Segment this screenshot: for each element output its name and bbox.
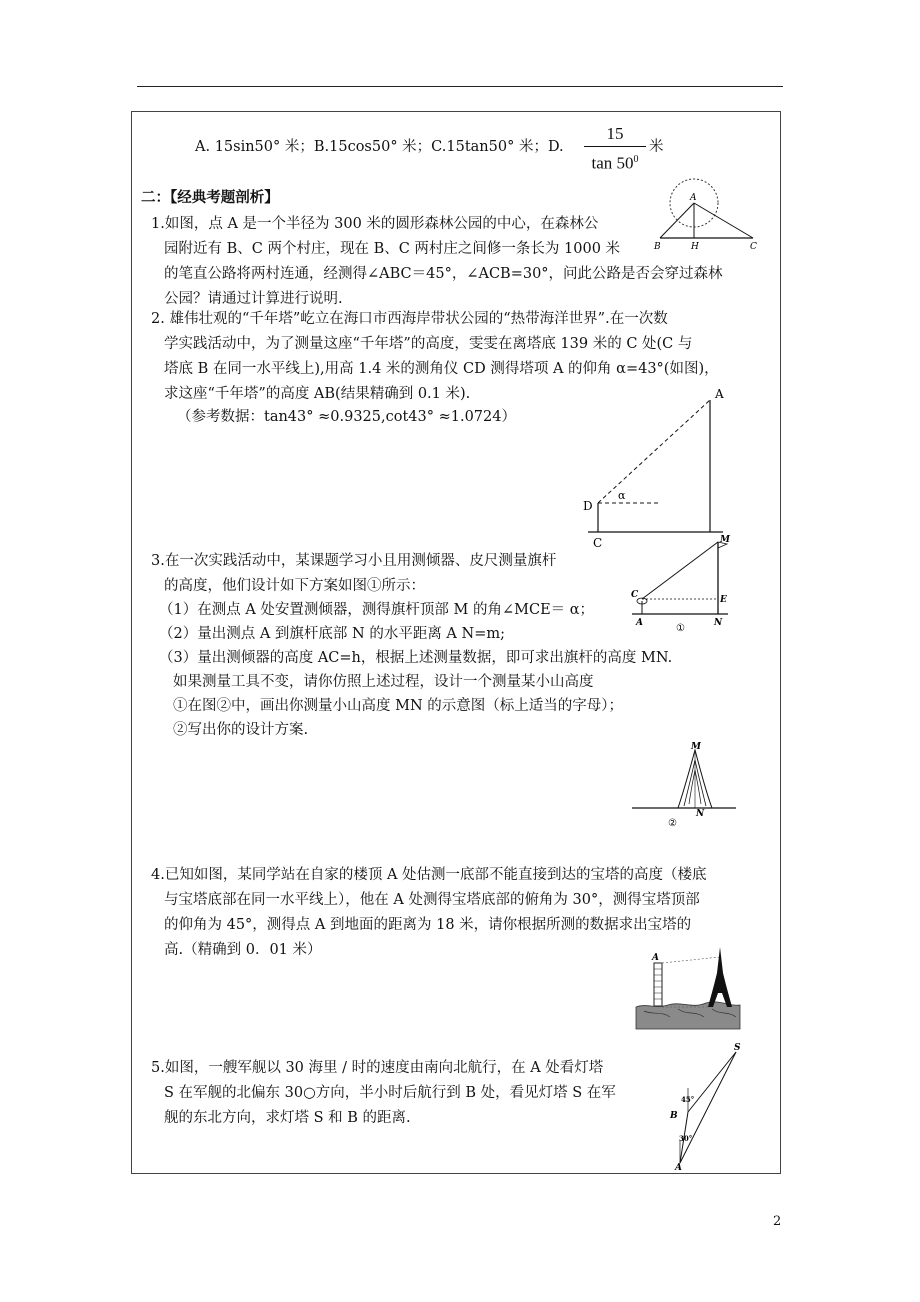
option-d-numerator: 15	[606, 124, 624, 143]
fig4-number: ②	[668, 818, 677, 829]
p3-step-2: （2）量出测点 A 到旗杆底部 N 的水平距离 A N=m;	[159, 626, 505, 642]
p2-reference-data: （参考数据：tan43° ≈0.9325,cot43° ≈1.0724）	[177, 409, 516, 425]
p2-line-2: 学实践活动中，为了测量这座“千年塔”的高度，雯雯在离塔底 139 米的 C 处(C 与	[164, 336, 693, 352]
fig5-label-a: A	[652, 953, 659, 963]
p4-line-3: 的仰角为 45°，测得点 A 到地面的距离为 18 米，请你根据所测的数据求出宝塔的	[164, 917, 692, 933]
p2-line-4: 求这座“千年塔”的高度 AB(结果精确到 0.1 米).	[164, 386, 471, 402]
p4-line-2: 与宝塔底部在同一水平线上），他在 A 处测得宝塔底部的俯角为 30°，测得宝塔顶部	[164, 892, 700, 908]
figure-lighthouse	[666, 1040, 746, 1170]
p3-task-2: ②写出你的设计方案.	[173, 722, 309, 738]
fig3-label-e: E	[720, 595, 727, 605]
p3-line-6: 如果测量工具不变，请你仿照上述过程，设计一个测量某小山高度	[173, 674, 594, 690]
p5-line-1: 5.如图，一艘军舰以 30 海里 / 时的速度由南向北航行，在 A 处看灯塔	[151, 1060, 604, 1076]
fig1-label-a: A	[690, 193, 697, 203]
p4-line-4: 高.（精确到 0．01 米）	[164, 942, 322, 958]
p5-line-3: 舰的东北方向，求灯塔 S 和 B 的距离.	[164, 1110, 411, 1126]
section-title: 二：【经典考题剖析】	[141, 189, 279, 206]
p3-step-3: （3）量出测倾器的高度 AC=h，根据上述测量数据，即可求出旗杆的高度 MN.	[159, 650, 673, 666]
p3-line-1: 3.在一次实践活动中，某课题学习小且用测倾器、皮尺测量旗杆	[151, 553, 557, 569]
p5-line-2: S 在军舰的北偏东 30○方向，半小时后航行到 B 处，看见灯塔 S 在军	[164, 1085, 616, 1101]
segment-ac	[694, 203, 753, 238]
line-as	[680, 1052, 736, 1163]
line-cm	[642, 542, 718, 599]
figure-hill	[628, 740, 743, 830]
fig3-label-c: C	[631, 590, 639, 600]
fig6-label-a: A	[675, 1163, 682, 1170]
fig6-label-b: B	[670, 1111, 678, 1121]
rocky-ground	[636, 1002, 740, 1029]
options-text: A. 15sin50° 米；B.15cos50° 米；C.15tan50° 米；D.	[195, 139, 564, 155]
fig3-label-a: A	[636, 618, 643, 628]
pagoda-tower	[708, 947, 732, 1007]
figure-pagoda	[634, 945, 742, 1035]
fig6-angle-45: 45°	[681, 1095, 695, 1104]
fig4-label-n: N	[696, 809, 705, 819]
fig2-label-a: A	[715, 387, 724, 401]
figure-tower	[578, 380, 738, 550]
fig1-label-b: B	[654, 242, 661, 252]
building	[654, 963, 662, 1006]
sight-line	[598, 400, 710, 503]
fig1-label-h: H	[691, 242, 699, 252]
line-bs	[688, 1052, 736, 1112]
p1-line-2: 园附近有 B、C 两个村庄，现在 B、C 两村庄之间修一条长为 1000 米	[164, 241, 621, 257]
p1-line-1: 1.如图，点 A 是一个半径为 300 米的圆形森林公园的中心，在森林公	[151, 216, 599, 232]
option-d-sup: 0	[633, 154, 639, 165]
sight-to-top	[662, 957, 720, 963]
option-d-denominator: tan 50	[591, 153, 634, 173]
figure-forest-park	[650, 176, 775, 254]
p4-line-1: 4.已知如图，某同学站在自家的楼顶 A 处估测一底部不能直接到达的宝塔的高度（楼底	[151, 867, 707, 883]
option-d-unit: 米	[649, 139, 664, 155]
p2-line-1: 2. 雄伟壮观的“千年塔”屹立在海口市西海岸带状公园的“热带海洋世界”.在一次数	[151, 311, 668, 327]
fig3-number: ①	[676, 623, 685, 634]
fig2-label-alpha: α	[618, 489, 626, 502]
fig6-angle-30: 30°	[679, 1134, 693, 1143]
option-d-fraction	[584, 124, 646, 171]
p3-step-1: （1）在测点 A 处安置测倾器，测得旗杆顶部 M 的角∠MCE＝ α；	[159, 602, 595, 618]
fig3-label-m: M	[720, 535, 730, 545]
page-number: 2	[773, 1214, 782, 1229]
header-rule	[137, 86, 783, 87]
fig6-label-s: S	[734, 1043, 741, 1053]
segment-ab	[660, 203, 694, 238]
fig3-label-n: N	[714, 618, 723, 628]
p3-line-2: 的高度，他们设计如下方案如图①所示：	[164, 578, 425, 594]
fig2-label-c: C	[593, 536, 603, 550]
p2-line-3: 塔底 B 在同一水平线上),用高 1.4 米的测角仪 CD 测得塔项 A 的仰角 α=43°(如图)，	[164, 361, 719, 377]
fig1-label-c: C	[750, 242, 757, 252]
p3-task-1: ①在图②中，画出你测量小山高度 MN 的示意图（标上适当的字母）；	[173, 698, 624, 714]
p1-line-4: 公园？请通过计算进行说明.	[164, 291, 343, 307]
fig2-label-d: D	[583, 499, 593, 513]
fig4-label-m: M	[691, 742, 701, 752]
figure-flagpole	[628, 532, 743, 634]
p1-line-3: 的笔直公路将两村连通，经测得∠ABC＝45°，∠ACB=30°，问此公路是否会穿过森林	[164, 266, 723, 282]
